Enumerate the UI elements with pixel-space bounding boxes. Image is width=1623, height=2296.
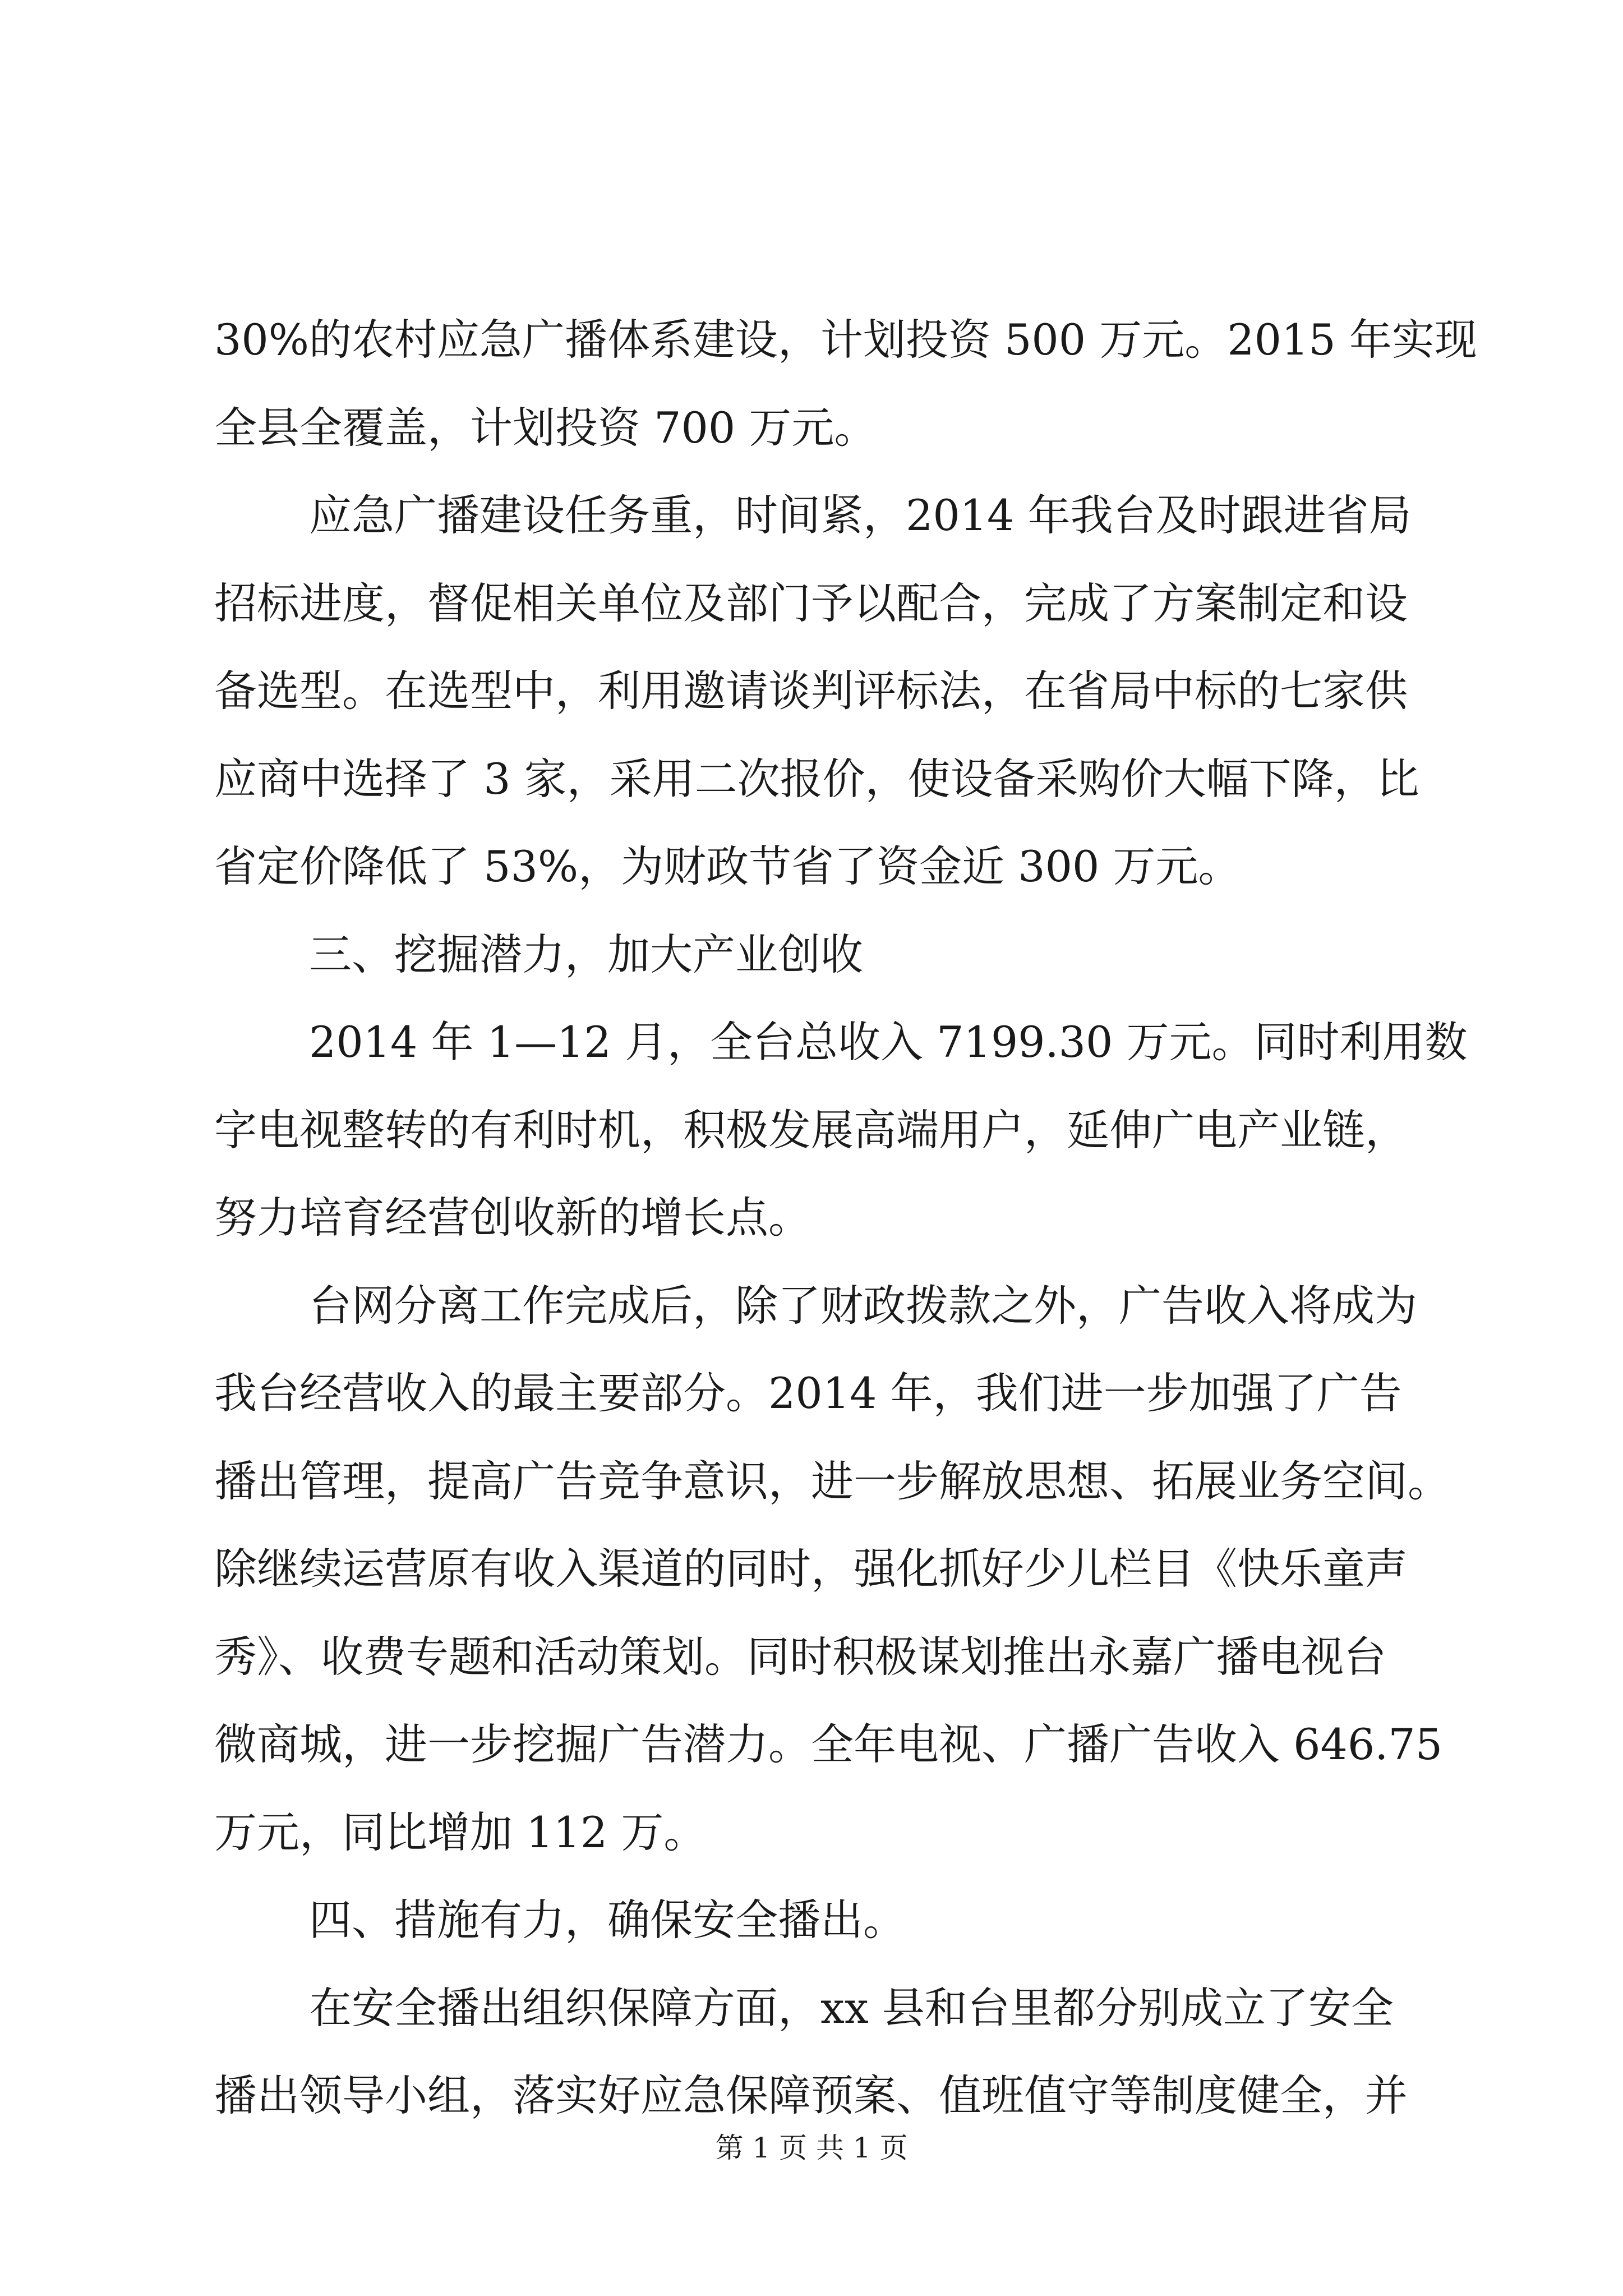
paragraph-3-line-1: 三、挖掘潜力，加大产业创收 <box>309 929 863 979</box>
paragraph-5-line-5: 秀》、收费专题和活动策划。同时积极谋划推出永嘉广播电视台 <box>214 1631 1386 1682</box>
page-footer: 第 1 页 共 1 页 <box>715 2132 908 2164</box>
paragraph-5-line-2: 我台经营收入的最主要部分。2014 年，我们进一步加强了广告 <box>214 1368 1402 1418</box>
paragraph-2-line-4: 应商中选择了 3 家，采用二次报价，使设备采购价大幅下降，比 <box>214 753 1419 804</box>
paragraph-4-line-2: 字电视整转的有利时机，积极发展高端用户，延伸广电产业链， <box>214 1105 1408 1155</box>
paragraph-5-line-7: 万元，同比增加 112 万。 <box>214 1807 707 1857</box>
paragraph-2-line-3: 备选型。在选型中，利用邀请谈判评标法，在省局中标的七家供 <box>214 666 1408 716</box>
paragraph-7-line-2: 播出领导小组，落实好应急保障预案、值班值守等制度健全，并 <box>214 2070 1408 2120</box>
paragraph-4-line-1: 2014 年 1—12 月，全台总收入 7199.30 万元。同时利用数 <box>309 1017 1468 1067</box>
paragraph-2-line-1: 应急广播建设任务重，时间紧，2014 年我台及时跟进省局 <box>309 490 1412 540</box>
paragraph-5-line-1: 台网分离工作完成后，除了财政拨款之外，广告收入将成为 <box>309 1280 1417 1331</box>
paragraph-2-line-5: 省定价降低了 53%，为财政节省了资金近 300 万元。 <box>214 841 1241 891</box>
paragraph-4-line-3: 努力培育经营创收新的增长点。 <box>214 1193 811 1243</box>
paragraph-5-line-4: 除继续运营原有收入渠道的同时，强化抓好少儿栏目《快乐童声 <box>214 1544 1408 1594</box>
paragraph-6-line-1: 四、措施有力，确保安全播出。 <box>309 1895 906 1945</box>
paragraph-2-line-2: 招标进度，督促相关单位及部门予以配合，完成了方案制定和设 <box>214 578 1408 628</box>
paragraph-5-line-6: 微商城，进一步挖掘广告潜力。全年电视、广播广告收入 646.75 <box>214 1719 1443 1769</box>
paragraph-5-line-3: 播出管理，提高广告竞争意识，进一步解放思想、拓展业务空间。 <box>214 1456 1450 1506</box>
paragraph-1-line-2: 全县全覆盖，计划投资 700 万元。 <box>214 402 877 453</box>
paragraph-7-line-1: 在安全播出组织保障方面，xx 县和台里都分别成立了安全 <box>309 1982 1394 2033</box>
paragraph-1-line-1: 30%的农村应急广播体系建设，计划投资 500 万元。2015 年实现 <box>214 315 1477 365</box>
